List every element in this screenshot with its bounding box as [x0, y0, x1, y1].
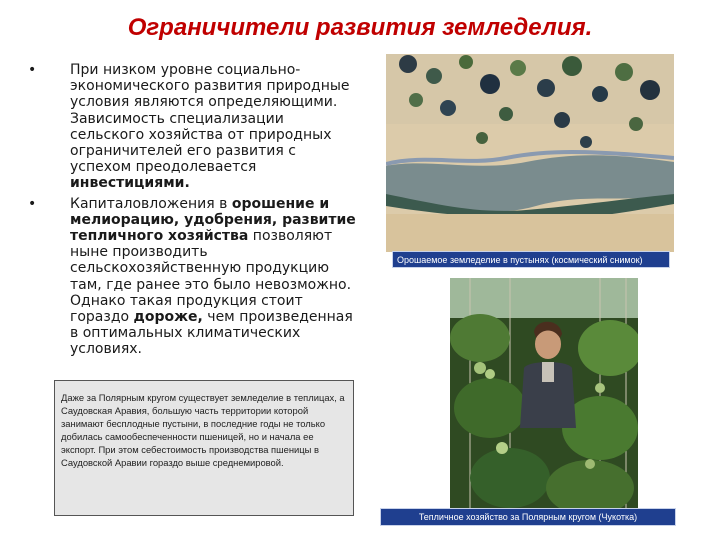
bullet-2-text-c: чем произведенная в оптимальных климатических условиях.	[70, 309, 353, 358]
bullet-1-bold: инвестициями.	[70, 175, 190, 192]
desert-satellite-photo	[386, 54, 674, 252]
greenhouse-photo	[450, 278, 638, 510]
bullet-dot-icon: •	[28, 62, 37, 78]
slide-title: Ограничители развития земледелия.	[127, 14, 593, 41]
bullet-1-text: При низком уровне социально-экономического развития природные условия являются определяющими. Зависимость специализации сельского хозяйства от природных ограничителей его развития с успехом преодолевается	[70, 62, 350, 176]
bullet-item-1	[28, 62, 358, 192]
desert-satellite-image	[386, 54, 674, 252]
greenhouse-caption: Тепличное хозяйство за Полярным кругом (Чукотка)	[380, 508, 676, 526]
bullet-2-bold-b: дороже,	[133, 309, 203, 326]
bullet-item-2	[28, 196, 358, 358]
bullet-2-bold-a: орошение и мелиорацию, удобрения, развитие тепличного хозяйства	[70, 195, 356, 245]
note-box: Даже за Полярным кругом существует земледелие в теплицах, а Саудовская Аравия, большую часть территории которой занимают бесплодные пустыни, в последние годы не только добилась самообеспеченности пшеницей, но и начала ее экспорт. При этом себестоимость производства пшеницы в Саудовской Аравии гораздо выше среднемировой.	[54, 380, 354, 516]
bullet-2-text-a: Капиталовложения в	[70, 195, 232, 212]
bullet-dot-icon: •	[28, 195, 37, 212]
greenhouse-image	[450, 278, 638, 510]
desert-caption: Орошаемое земледелие в пустынях (космический снимок)	[392, 251, 670, 268]
bullet-list	[28, 62, 358, 358]
bullet-2-text-b: позволяют ныне производить сельскохозяйственную продукцию там, где ранее это было невозможно. Однако такая продукция стоит гораздо	[70, 228, 352, 326]
